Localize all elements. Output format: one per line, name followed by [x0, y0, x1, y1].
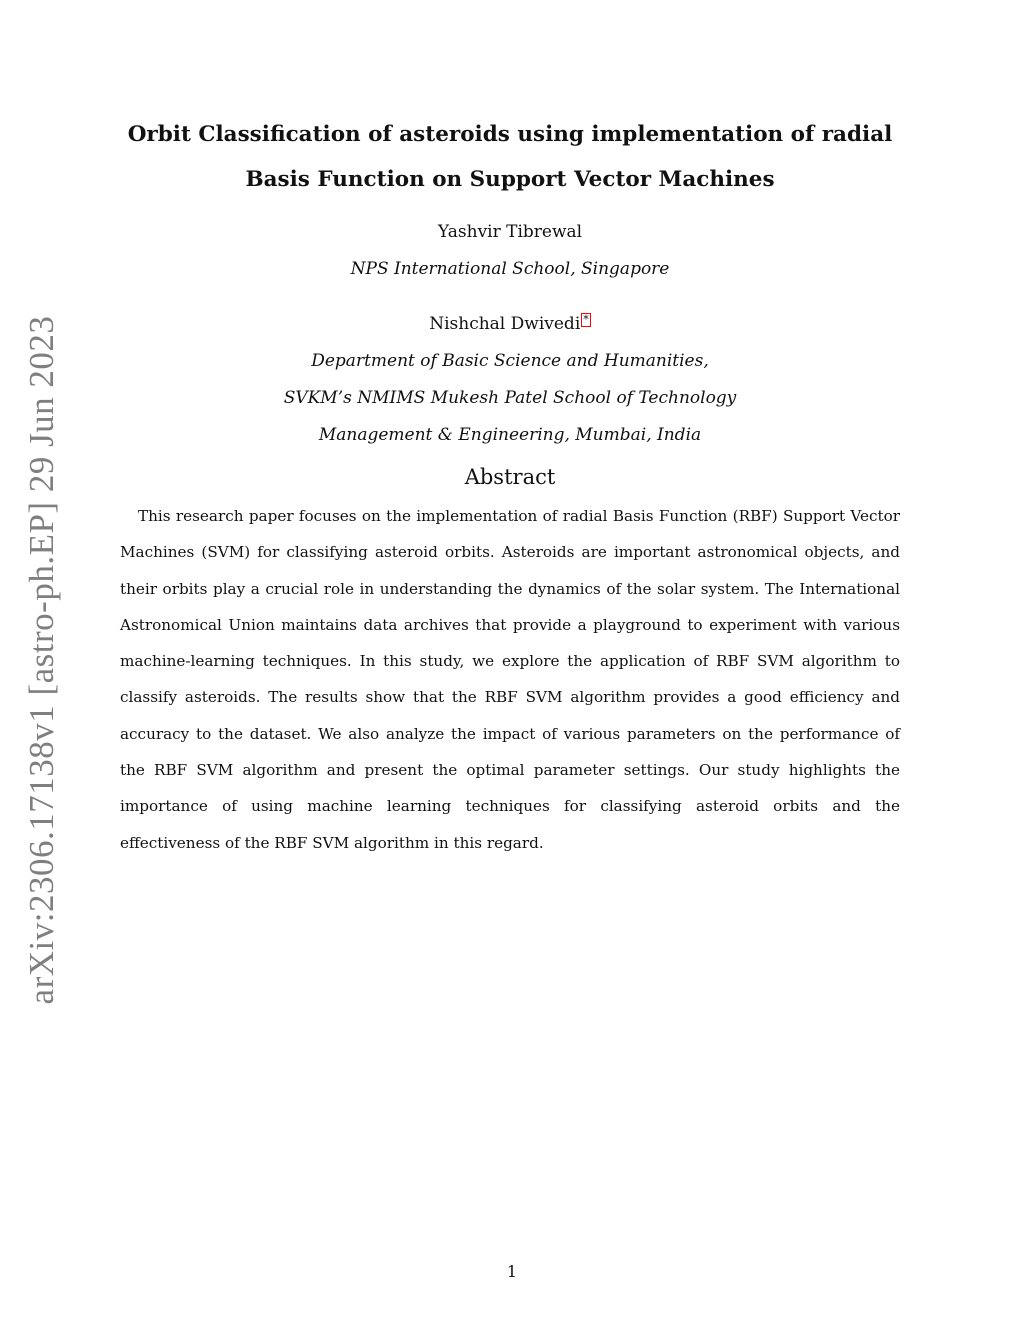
author-block-1 — [120, 214, 900, 288]
author-name-line — [120, 306, 900, 343]
author-affiliation-line-1: Department of Basic Science and Humanities, — [311, 351, 709, 371]
abstract-text: This research paper focuses on the implementation of radial Basis Function (RBF) Support Vector Machines (SVM) for classifying asteroid orbits. Asteroids are important astronomical objects, and their orbits play a crucial role in understanding the dynamics of the solar system. The International Astronomical Union maintains data archives that provide a playground to experiment with various machine-learning techniques. In this study, we explore the application of RBF SVM algorithm to classify asteroids. The results show that the RBF SVM algorithm provides a good efficiency and accuracy to the dataset. We also analyze the impact of various parameters on the performance of the RBF SVM algorithm and present the optimal parameter settings. Our study highlights the importance of using machine learning techniques for classifying asteroid orbits and the effectiveness of the RBF SVM algorithm in this regard. — [120, 507, 900, 852]
author-name: Nishchal Dwivedi — [429, 314, 581, 334]
footnote-link-mark[interactable]: * — [583, 313, 589, 326]
author-block-2 — [120, 306, 900, 454]
author-affiliation: NPS International School, Singapore — [350, 259, 670, 279]
paper-title — [120, 112, 900, 202]
paper-title-line-1: Orbit Classification of asteroids using implementation of radial — [127, 122, 893, 147]
abstract-heading: Abstract — [464, 465, 556, 489]
paper-title-line-2: Basis Function on Support Vector Machines — [245, 167, 775, 192]
author-affiliation-line-3: Management & Engineering, Mumbai, India — [318, 425, 702, 445]
author-affiliation-line-2: SVKM’s NMIMS Mukesh Patel School of Technology — [283, 388, 737, 408]
arxiv-identifier-stamp: arXiv:2306.17138v1 [astro-ph.EP] 29 Jun 2023 — [22, 315, 61, 1005]
page-number: 1 — [506, 1262, 518, 1281]
author-name: Yashvir Tibrewal — [437, 222, 583, 242]
